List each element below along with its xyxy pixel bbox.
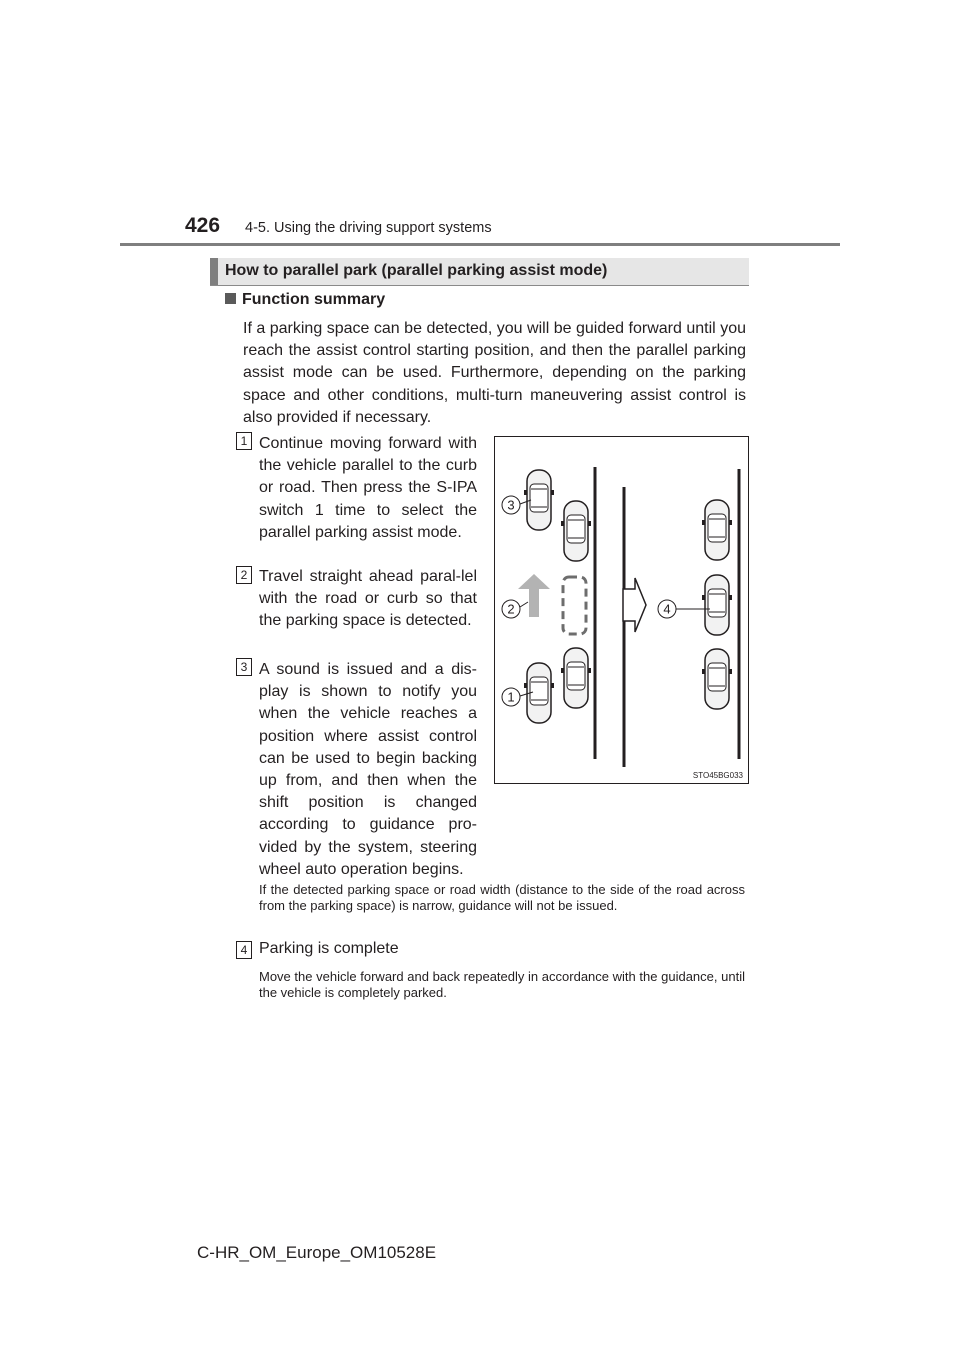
intro-paragraph: If a parking space can be detected, you will be guided forward until you reach the assist control starting position, and then the parallel parking assist mode can be used. Furthermore, depending on the parking space and other conditions, multi-turn maneuvering assist control is also provided if necessary. <box>243 320 746 426</box>
car-icon <box>702 575 732 635</box>
car-icon <box>561 501 591 561</box>
step-number-3: 3 <box>236 658 252 676</box>
figure-code: STO45BG033 <box>692 771 743 780</box>
forward-arrow-icon <box>518 574 550 617</box>
step-number-2: 2 <box>236 566 252 584</box>
step-2-text: Travel straight ahead paral-lel with the road or curb so that the parking space is detected. <box>259 568 477 630</box>
callout-2 <box>502 600 520 618</box>
car-icon <box>524 470 554 530</box>
step-number-4: 4 <box>236 941 252 959</box>
svg-text:4: 4 <box>663 601 671 617</box>
topic-title: How to parallel park (parallel parking assist mode) <box>225 262 608 279</box>
step-3-note: If the detected parking space or road width (distance to the side of the road across from the parking space) is narrow, guidance will not be issued. <box>259 882 745 913</box>
step-number-1: 1 <box>236 432 252 450</box>
parking-diagram <box>494 436 749 784</box>
title-accent <box>210 258 218 285</box>
callout-3 <box>502 496 520 514</box>
subheading-text: Function summary <box>242 291 386 308</box>
svg-text:1: 1 <box>507 689 515 705</box>
svg-text:2: 2 <box>507 601 515 617</box>
step-3-text: A sound is issued and a dis-play is shown to notify you when the vehicle reaches a position where assist control can be used to begin backing up from, and then when the shift position is changed according to guidance pro-vided by the system, steering wheel auto operation begins. <box>259 661 477 878</box>
section-heading: 4-5. Using the driving support systems <box>245 220 492 236</box>
reverse-arrow-icon <box>623 578 646 632</box>
step-4-note: Move the vehicle forward and back repeatedly in accordance with the guidance, until the vehicle is completely parked. <box>259 969 745 1000</box>
car-icon <box>561 648 591 708</box>
parking-space-outline <box>563 577 586 634</box>
square-bullet-icon <box>225 293 236 304</box>
subheading <box>225 291 385 309</box>
callout-4 <box>658 600 676 618</box>
car-icon <box>702 649 732 709</box>
svg-text:3: 3 <box>507 497 515 513</box>
parking-diagram-svg <box>495 437 748 783</box>
document-footer: C-HR_OM_Europe_OM10528E <box>197 1243 437 1262</box>
page-number: 426 <box>185 214 221 237</box>
topic-title-bar <box>210 258 749 286</box>
callout-1 <box>502 688 520 706</box>
step-4-text: Parking is complete <box>259 940 399 957</box>
car-icon <box>702 500 732 560</box>
step-1-text: Continue moving forward with the vehicle parallel to the curb or road. Then press the S-IPA switch 1 time to select the parallel parking assist mode. <box>259 435 477 541</box>
header-rule <box>120 243 840 246</box>
